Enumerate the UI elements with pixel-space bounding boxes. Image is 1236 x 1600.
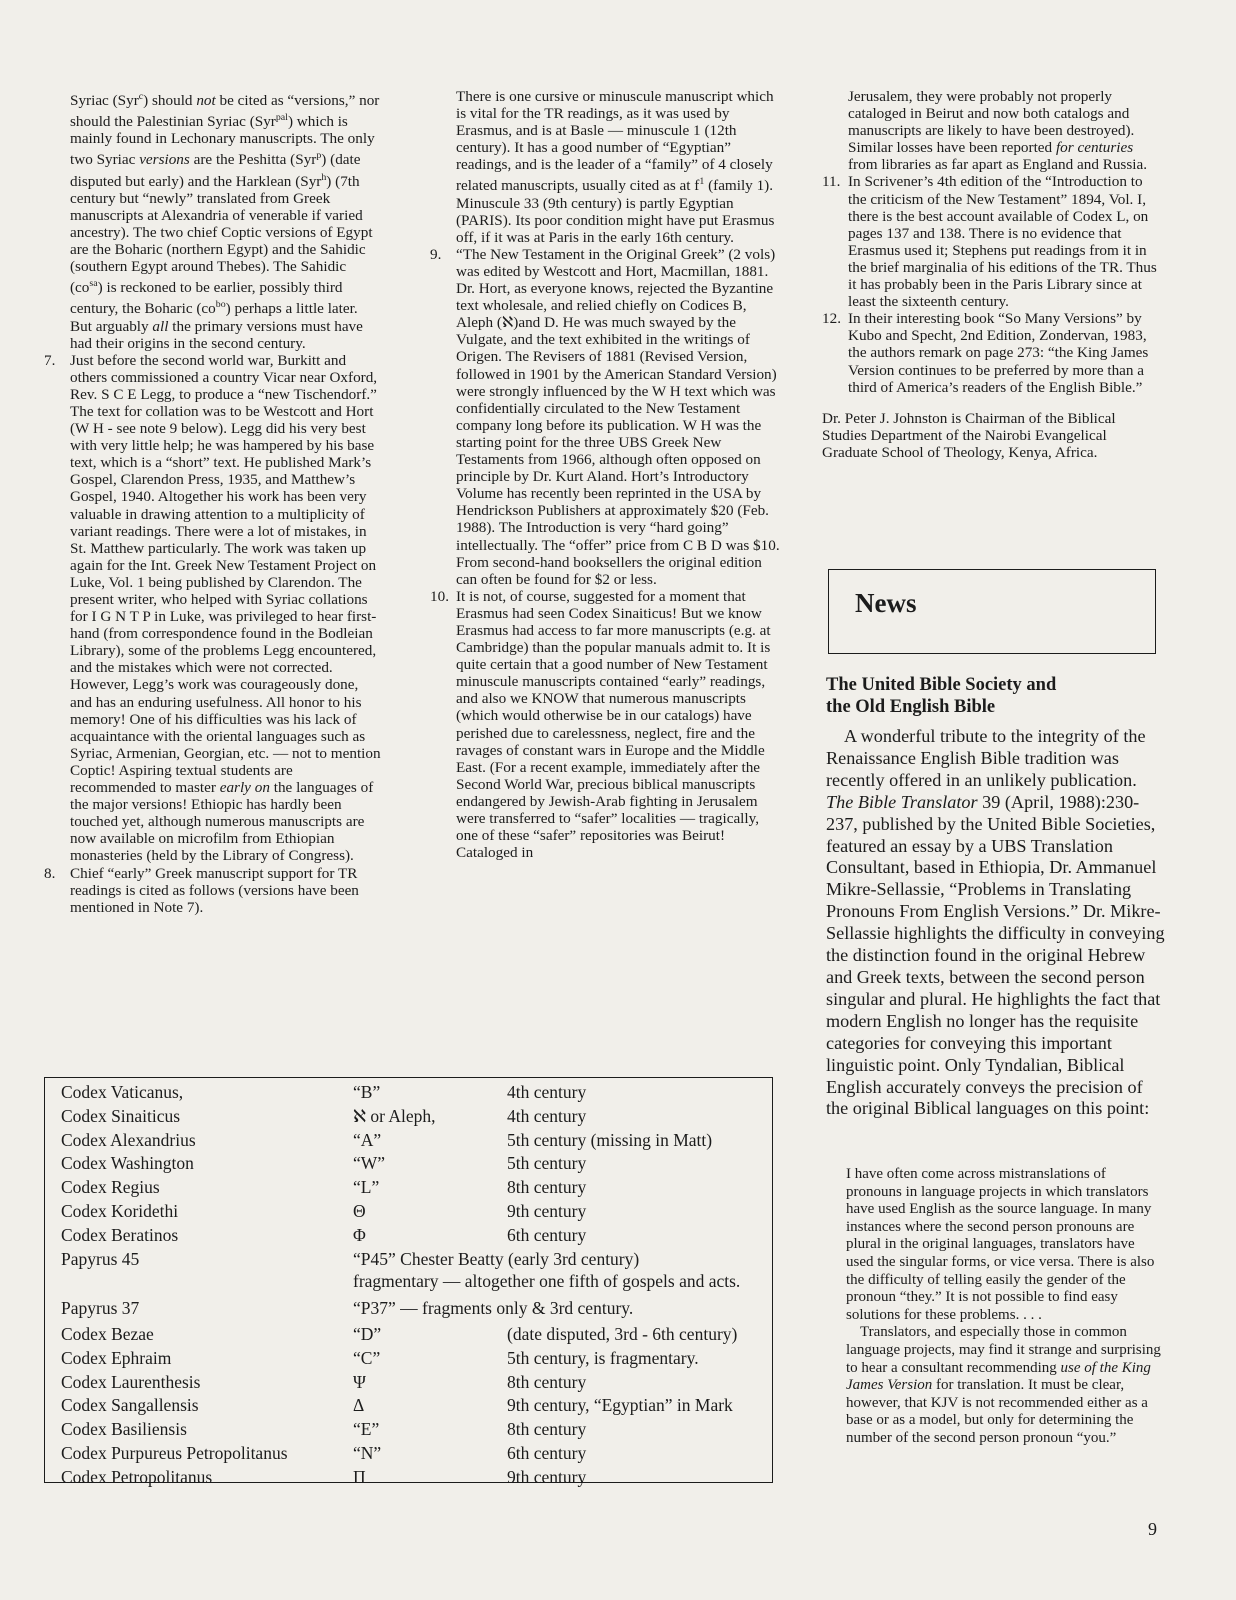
note-number: 10. — [430, 587, 449, 605]
manuscript-name: Codex Beratinos — [61, 1224, 179, 1245]
manuscript-date: 8th century — [507, 1177, 587, 1198]
article-title — [826, 674, 1156, 718]
note-text: Just before the second world war, Burkitt and others commissioned a country Vicar near Oxford, Rev. S C E Legg, to produce a “new Tischendorf.” The text for collation was to be Westcott and Hort (W H - see note 9 below). Legg did his very best with very little help; he was hampered by his base text, which is a “short” text. He published Mark’s Gospel, Clarendon Press, 1935, and Matthew’s Gospel, 1940. Altogether his work has been very valuable in drawing attention to a multiplicity of variant readings. There were a lot of mistakes, in St. Matthew particularly. The work was taken up again for the Int. Greek New Testament Project on Luke, Vol. 1 being published by Clarendon. The present writer, who helped with Syriac collations for I G N T P in Luke, was privileged to hear first-hand (from correspondence found in the Bodleian Library), some of the problems Legg encountered, and the mistakes which were not corrected. However, Legg’s work was courageously done, and has an enduring usefulness. All honor to his memory! One of his difficulties was his lack of acquaintance with the oriental languages such as Syriac, Armenian, Georgian, etc. — not to mention Coptic! Aspiring textual students are recommended to master early on the languages of the major versions! Ethiopic has hardly been touched yet, although numerous manuscripts are now available on microfilm from Ethiopian monasteries (held by the Library of Congress). — [70, 351, 381, 865]
note-continuation: There is one cursive or minuscule manuscript which is vital for the TR readings, as it was used by Erasmus, and is at Basle — minuscule 1 (12th century). It has a good number of “Egyptian” readings, and is the leader of a “family” of 4 closely related manuscripts, usually cited as at $f^1$ (family 1). Minuscule 33 (9th century) is partly Egyptian (PARIS). Its poor condition might have put Erasmus off, if it was at Paris in the early 16th century. — [456, 88, 775, 246]
manuscript-symbol: Φ — [353, 1224, 366, 1245]
manuscript-date: 8th century — [507, 1419, 587, 1440]
manuscript-description: “P45” Chester Beatty (early 3rd century) — [353, 1248, 640, 1269]
manuscript-name: Codex Ephraim — [61, 1347, 172, 1368]
news-title: News — [855, 588, 917, 618]
manuscript-symbol: “L” — [353, 1177, 380, 1198]
note-continuation: Jerusalem, they were probably not properly cataloged in Beirut and now both catalogs and manuscripts are likely to have been destroyed). Similar losses have been reported for centuries from libraries as far apart as England and Russia. — [848, 88, 1148, 174]
note-continuation: Syriac (Syr$^c$) should not be cited as “versions,” nor should the Palestinian Syriac (Syr$^{pal}$) which is mainly found in Lechonary manuscripts. The only two Syriac versions are the Peshitta (Syr$^p$) (date disputed but early) and the Harklean (Syr$^h$) (7th century but “newly” translated from Greek manuscripts at Alexandria of venerable if varied ancestry). The two chief Coptic versions of Egypt are the Boharic (northern Egypt) and the Sahidic (southern Egypt around Thebes). The Sahidic $(co^{sa})$ is reckoned to be earlier, possibly third century, the Boharic $(co^{bo})$ perhaps a little later. But arguably all the primary versions must have had their origins in the second century. — [70, 91, 380, 352]
manuscript-date: 5th century (missing in Matt) — [507, 1129, 713, 1150]
note-7 — [44, 352, 382, 865]
manuscript-date: 8th century — [507, 1371, 587, 1392]
note-text: It is not, of course, suggested for a moment that Erasmus had seen Codex Sinaiticus! But we know Erasmus had access to far more manuscripts (e.g. at Cambridge) than the popular manuals admit to. It is quite certain that a good number of New Testament minuscule manuscripts contained “early” readings, and also we KNOW that numerous manuscripts (which would otherwise be in our catalogs) have perished due to carelessness, neglect, fire and the ravages of constant wars in Europe and the Middle East. (For a recent example, immediately after the Second World War, precious biblical manuscripts endangered by Jewish-Arab fighting in Jerusalem were transferred to “safer” localities — tragically, one of these “safer” repositories was Beirut! Cataloged in — [456, 587, 771, 862]
manuscript-name: Codex Regius — [61, 1177, 160, 1198]
note-text: Chief “early” Greek manuscript support for TR readings is cited as follows (versions have been mentioned in Note 7). — [70, 864, 359, 916]
page-number: 9 — [1148, 1519, 1157, 1539]
manuscript-date: 9th century, “Egyptian” in Mark — [507, 1395, 733, 1416]
manuscript-date: 4th century — [507, 1082, 587, 1102]
manuscript-date: 4th century — [507, 1105, 587, 1126]
manuscript-name: Codex Alexandrius — [61, 1129, 196, 1150]
note-number: 8. — [44, 864, 56, 882]
manuscript-symbol: Δ — [353, 1395, 365, 1416]
column-2 — [430, 88, 780, 861]
manuscript-date: 6th century — [507, 1443, 587, 1463]
manuscript-name: Codex Basiliensis — [61, 1419, 187, 1440]
note-text: In Scrivener’s 4th edition of the “Introduction to the criticism of the New Testament” 1894, Vol. I, there is the best account available of Codex L, on pages 137 and 138. There is no evidence that Erasmus used it; Stephens put readings from it in the brief marginalia of his editions of the TR. Thus it has probably been in the Paris Library since at least the sixteenth century. — [848, 173, 1157, 311]
note-number: 12. — [822, 310, 841, 328]
manuscript-name: Codex Koridethi — [61, 1201, 179, 1221]
manuscript-symbol: “N” — [353, 1443, 382, 1463]
manuscript-name: Codex Purpureus Petropolitanus — [61, 1443, 288, 1463]
manuscript-symbol: Θ — [353, 1201, 366, 1221]
manuscript-date: 9th century — [507, 1466, 587, 1487]
manuscript-name: Papyrus 45 — [61, 1248, 140, 1269]
block-quote — [846, 1166, 1164, 1448]
manuscript-symbol: ℵ or Aleph, — [353, 1105, 436, 1126]
manuscript-name: Codex Washington — [61, 1153, 194, 1174]
article-body — [826, 726, 1166, 1120]
manuscript-name: Codex Sinaiticus — [61, 1105, 181, 1126]
note-10 — [430, 588, 780, 862]
article-paragraph: A wonderful tribute to the integrity of the Renaissance English Bible tradition was recently offered in an unlikely publication. The Bible Translator 39 (April, 1988):230-237, published by the United Bible Societies, featured an essay by a UBS Translation Consultant, based in Ethiopia, Dr. Ammanuel Mikre-Sellassie, “Problems in Translating Pronouns From English Versions.” Dr. Mikre-Sellassie highlights the difficulty in conveying the distinction found in the original Hebrew and Greek texts, between the second person singular and plural. He highlights the fact that modern English no longer has the requisite categories for conveying this important linguistic point. Only Tyndalian, Biblical English accurately conveys the precision of the original Biblical languages on this point: — [826, 726, 1165, 1119]
note-number: 9. — [430, 245, 442, 263]
column-3 — [822, 88, 1160, 461]
manuscript-description: “P37” — fragments only & 3rd century. — [353, 1298, 634, 1319]
manuscript-symbol: “B” — [353, 1082, 381, 1102]
manuscript-symbol: “W” — [353, 1153, 386, 1174]
manuscript-symbol: Π — [353, 1466, 366, 1487]
note-8 — [44, 865, 382, 916]
manuscript-date: (date disputed, 3rd - 6th century) — [507, 1324, 738, 1344]
note-text: “The New Testament in the Original Greek” (2 vols) was edited by Westcott and Hort, Macmillan, 1881. Dr. Hort, as everyone knows, rejected the Byzantine text wholesale, and relied chiefly on Codices B, Aleph (ℵ)and D. He was much swayed by the Vulgate, and the text exhibited in the writings of Origen. The Revisers of 1881 (Revised Version, followed in 1901 by the American Standard Version) were strongly influenced by the W H text which was confidentially circulated to the New Testament company long before its publication. W H was the starting point for the three UBS Greek New Testaments from 1966, although often opposed on principle by Dr. Kurt Aland. Hort’s Introductory Volume has recently been reprinted in the USA by Hendrickson Publishers at approximately $20 (Feb. 1988). The Introduction is very “hard going” intellectually. The “offer” price from C B D was $10. From second-hand booksellers the original edition can often be found for $2 or less. — [456, 245, 780, 588]
article-title-line: the Old English Bible — [826, 697, 996, 717]
news-header-box — [828, 569, 1156, 654]
note-number: 7. — [44, 351, 56, 369]
manuscript-name: Codex Bezae — [61, 1324, 154, 1344]
manuscript-symbol: “A” — [353, 1129, 382, 1150]
author-bio: Dr. Peter J. Johnston is Chairman of the Biblical Studies Department of the Nairobi Evangelical Graduate School of Theology, Kenya, Africa. — [822, 409, 1116, 461]
note-number: 11. — [822, 173, 841, 191]
manuscript-name: Codex Vaticanus, — [61, 1082, 184, 1102]
manuscript-date: 9th century — [507, 1201, 587, 1221]
column-1 — [44, 88, 382, 916]
manuscript-symbol: “E” — [353, 1419, 380, 1440]
quote-paragraph: I have often come across mistranslations of pronouns in language projects in which translators have used English as the source language. In many instances where the second person pronouns are plural in the original languages, translators have used the singular forms, or vice versa. There is also the difficulty of telling easily the gender of the pronoun “they.” It is not possible to find easy solutions for these problems. . . . — [846, 1166, 1155, 1323]
manuscript-symbol: “D” — [353, 1324, 382, 1344]
article-title-line: The United Bible Society and — [826, 675, 1057, 695]
manuscript-description: fragmentary — altogether one fifth of gospels and acts. — [353, 1270, 741, 1291]
manuscript-date: 5th century, is fragmentary. — [507, 1347, 699, 1368]
manuscript-date: 5th century — [507, 1153, 587, 1174]
note-9 — [430, 246, 780, 588]
manuscript-symbol: “C” — [353, 1347, 381, 1368]
quote-paragraph: Translators, and especially those in common language projects, may find it strange and surprising to hear a consultant recommending use of the King James Version for translation. It must be clear, however, that KJV is not recommended either as a base or as a model, but only for determining the number of the second person pronoun “you.” — [846, 1324, 1161, 1446]
manuscript-table — [44, 1077, 773, 1487]
manuscript-date: 6th century — [507, 1224, 587, 1245]
note-11 — [822, 173, 1160, 310]
note-12 — [822, 310, 1160, 395]
note-text: In their interesting book “So Many Versions” by Kubo and Specht, 2nd Edition, Zondervan, 1983, the authors remark on page 273: “the King James Version continues to be preferred by more than a third of America’s readers of the English Bible.” — [848, 310, 1149, 396]
manuscript-name: Codex Petropolitanus — [61, 1466, 213, 1487]
manuscript-name: Papyrus 37 — [61, 1298, 140, 1319]
manuscript-name: Codex Sangallensis — [61, 1395, 199, 1416]
manuscript-symbol: Ψ — [353, 1371, 366, 1392]
manuscript-name: Codex Laurenthesis — [61, 1371, 201, 1392]
